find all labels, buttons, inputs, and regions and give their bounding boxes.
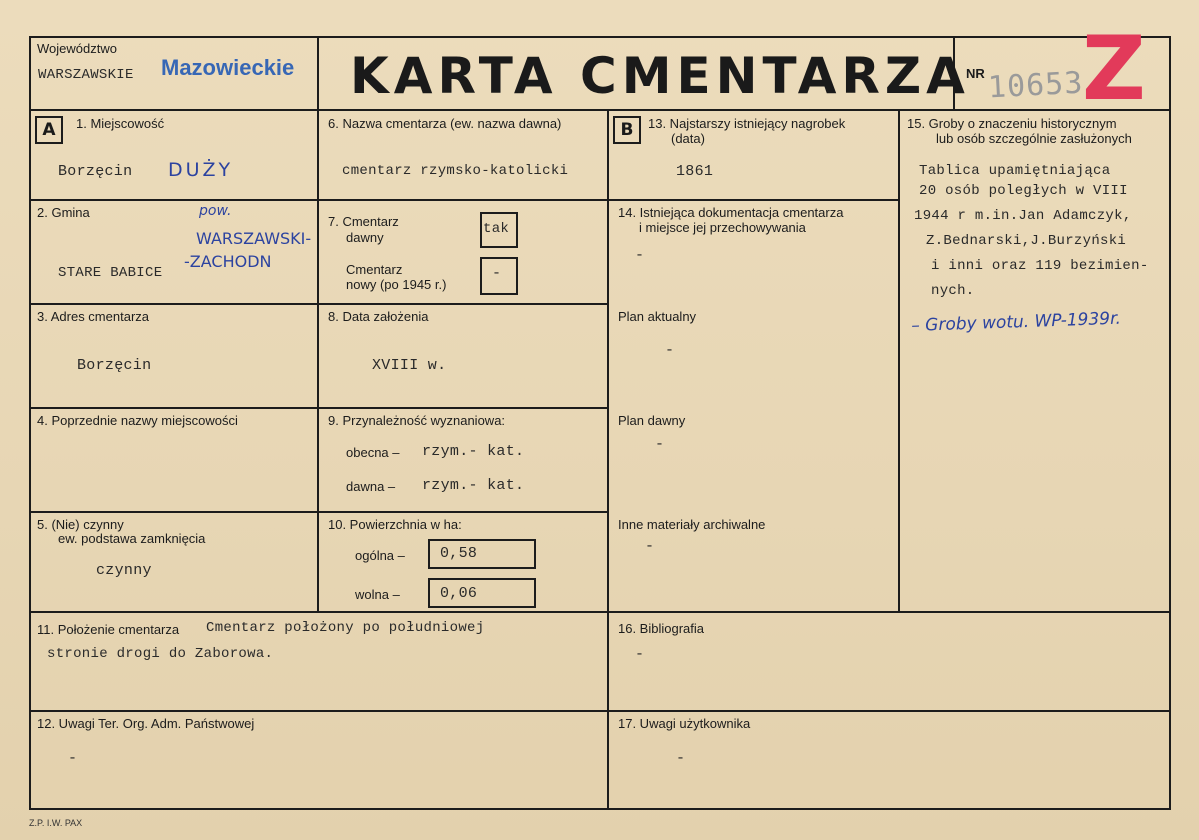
row-line-2	[29, 303, 609, 305]
plan-dawny-label: Plan dawny	[618, 413, 686, 428]
f10-ogolna-value: 0,58	[440, 545, 478, 562]
f11-label: 11. Położenie cmentarza	[37, 622, 180, 637]
frame-bottom	[29, 808, 1171, 810]
f16-value: -	[635, 646, 645, 663]
f9-dawna-label: dawna –	[346, 479, 396, 494]
b-row-line	[607, 199, 900, 201]
f11-value-line2: stronie drogi do Zaborowa.	[47, 646, 274, 662]
f10-wolna-label: wolna –	[355, 587, 400, 602]
f3-label: 3. Adres cmentarza	[37, 309, 149, 324]
inne-materialy-label: Inne materiały archiwalne	[618, 517, 766, 532]
f13-value: 1861	[676, 163, 714, 180]
f6-label: 6. Nazwa cmentarza (ew. nazwa dawna)	[328, 116, 562, 131]
plan-aktualny-value: -	[665, 342, 675, 359]
f14-value: -	[635, 247, 645, 264]
column-divider-2	[607, 109, 609, 809]
nr-value: 10653	[987, 65, 1085, 106]
frame-right	[1169, 36, 1171, 810]
f6-value: cmentarz rzymsko-katolicki	[342, 163, 569, 179]
row-line-4	[29, 511, 609, 513]
f7-label-line2: dawny	[346, 230, 384, 245]
f13-label-line1: 13. Najstarszy istniejący nagrobek	[648, 116, 846, 131]
f1-label: 1. Miejscowość	[76, 116, 165, 131]
row-line-1	[29, 199, 609, 201]
f9-dawna-value: rzym.- kat.	[422, 477, 525, 494]
f5-value: czynny	[96, 562, 152, 579]
f15-hand-note: – Groby wotu. WP-1939r.	[911, 308, 1122, 336]
section-b-badge: B	[613, 116, 641, 144]
f15-line-4: Z.Bednarski,J.Burzyński	[926, 233, 1127, 249]
page-title: KARTA CMENTARZA	[350, 47, 970, 105]
f5-label-line2: ew. podstawa zamknięcia	[58, 531, 206, 546]
header-divider-1	[317, 36, 319, 611]
f7-nowy-value: -	[492, 265, 502, 282]
f17-label: 17. Uwagi użytkownika	[618, 716, 751, 731]
f4-label: 4. Poprzednie nazwy miejscowości	[37, 413, 238, 428]
f10-label: 10. Powierzchnia w ha:	[328, 517, 462, 532]
f15-line-1: Tablica upamiętniająca	[919, 163, 1111, 179]
f15-label-line2: lub osób szczególnie zasłużonych	[936, 131, 1132, 146]
plan-dawny-value: -	[655, 436, 665, 453]
frame-left	[29, 36, 31, 810]
plan-aktualny-label: Plan aktualny	[618, 309, 697, 324]
f1-value: Borzęcin	[58, 163, 133, 180]
section-a-badge: A	[35, 116, 63, 144]
f10-wolna-value: 0,06	[440, 585, 478, 602]
f17-value: -	[676, 750, 686, 767]
f2-hand-pow: pow.	[199, 203, 232, 219]
f14-label-line2: i miejsce jej przechowywania	[639, 220, 806, 235]
f16-label: 16. Bibliografia	[618, 621, 704, 636]
f2-value: STARE BABICE	[58, 265, 163, 281]
f2-hand-line1: WARSZAWSKI-	[196, 229, 312, 248]
row-line-5	[29, 611, 1171, 613]
f1-hand-note: DUŻY	[168, 159, 234, 181]
f7-nowy-label-line2: nowy (po 1945 r.)	[346, 277, 447, 292]
f5-label-line1: 5. (Nie) czynny	[37, 517, 124, 532]
column-divider-3	[898, 109, 900, 612]
f15-line-6: nych.	[931, 283, 975, 299]
f11-value-line1: Cmentarz położony po południowej	[206, 620, 485, 636]
f14-label-line1: 14. Istniejąca dokumentacja cmentarza	[618, 205, 844, 220]
wojewodztwo-label: Województwo	[37, 41, 117, 56]
f7-label-line1: 7. Cmentarz	[328, 214, 399, 229]
inne-materialy-value: -	[645, 538, 655, 555]
f7-nowy-label-line1: Cmentarz	[346, 262, 403, 277]
row-line-6	[29, 710, 1171, 712]
nr-label: NR	[966, 66, 985, 81]
f10-ogolna-label: ogólna –	[355, 548, 405, 563]
row-line-3	[29, 407, 609, 409]
wojewodztwo-stamp: Mazowieckie	[161, 55, 295, 80]
f9-obecna-value: rzym.- kat.	[422, 443, 525, 460]
wojewodztwo-typed: WARSZAWSKIE	[38, 67, 134, 83]
red-z-mark: Z	[1082, 17, 1146, 120]
f15-line-3: 1944 r m.in.Jan Adamczyk,	[914, 208, 1132, 224]
f13-label-line2: (data)	[671, 131, 705, 146]
f12-label: 12. Uwagi Ter. Org. Adm. Państwowej	[37, 716, 255, 731]
f9-obecna-label: obecna –	[346, 445, 400, 460]
frame-top	[29, 36, 1171, 38]
f9-label: 9. Przynależność wyznaniowa:	[328, 413, 506, 428]
f8-label: 8. Data założenia	[328, 309, 429, 324]
f2-label: 2. Gmina	[37, 205, 90, 220]
f8-value: XVIII w.	[372, 357, 447, 374]
header-bottom-line	[29, 109, 1171, 111]
printer-footer: Z.P. I.W. PAX	[29, 818, 83, 828]
f12-value: -	[68, 750, 78, 767]
f3-value: Borzęcin	[77, 357, 152, 374]
f15-line-2: 20 osób poległych w VIII	[919, 183, 1128, 199]
f15-label-line1: 15. Groby o znaczeniu historycznym	[907, 116, 1117, 131]
f7-dawny-value: tak	[483, 221, 510, 237]
f15-line-5: i inni oraz 119 bezimien-	[931, 258, 1149, 274]
f2-hand-line2: -ZACHODN	[184, 252, 272, 271]
